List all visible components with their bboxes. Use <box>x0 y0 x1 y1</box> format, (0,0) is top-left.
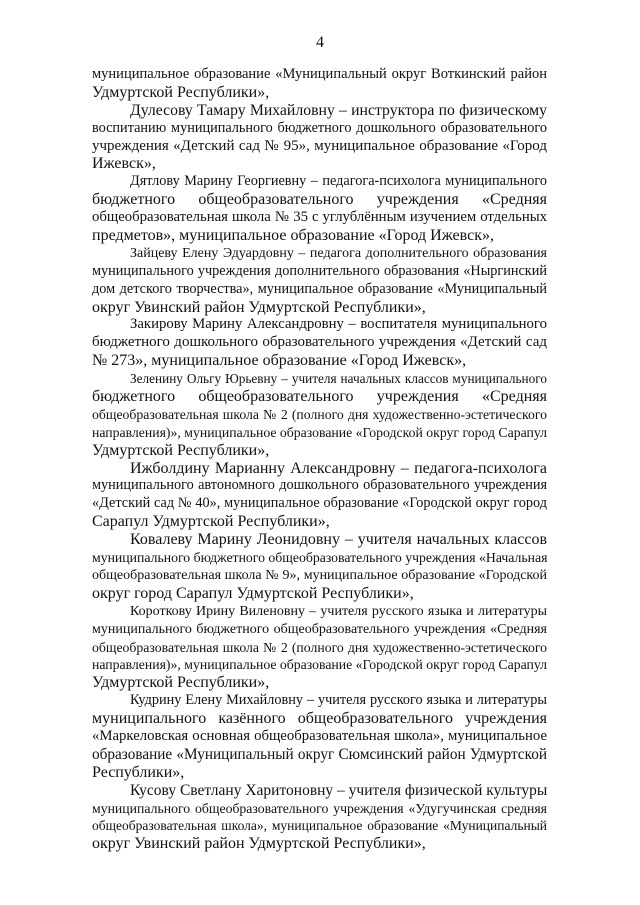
text-line: общеобразовательная школа № 2 (полного дня художественно-эстетического <box>92 639 547 655</box>
text-line: муниципального бюджетного общеобразовательного учреждения «Начальная <box>92 550 548 566</box>
text-line: № 273», муниципальное образование «Город Ижевск», <box>92 352 467 370</box>
paragraph-first-line: Кудрину Елену Михайловну – учителя русского языка и литературы <box>130 692 547 709</box>
text-line: округ город Сарапул Удмуртской Республики», <box>92 584 414 602</box>
paragraph-first-line: Дулесову Тамару Михайловну – инструктора по физическому <box>130 101 547 119</box>
text-line: Сарапул Удмуртской Республики», <box>92 513 330 531</box>
text-line: учреждения «Детский сад № 95», муниципальное образование «Город <box>92 137 547 154</box>
text-line: бюджетного общеобразовательного учреждения «Средняя <box>92 388 547 406</box>
paragraph-first-line: Короткову Ирину Виленовну – учителя русского языка и литературы <box>130 603 547 619</box>
text-line: общеобразовательная школа № 9», муниципальное образование «Городской <box>92 567 547 583</box>
text-line: направления)», муниципальное образование «Городской округ город Сарапул <box>92 657 547 673</box>
paragraph-first-line: Ижболдину Марианну Александровну – педагога-психолога <box>130 459 547 477</box>
text-line: общеобразовательная школа № 2 (полного дня художественно-эстетического <box>92 406 547 422</box>
text-line: Удмуртской Республики», <box>92 441 270 459</box>
text-line: «Маркеловская основная общеобразовательная школа», муниципальное <box>92 727 547 744</box>
paragraph-first-line: Кусову Светлану Харитоновну – учителя физической культуры <box>130 781 548 799</box>
paragraph-first-line: Зеленину Ольгу Юрьевну – учителя начальных классов муниципального <box>130 371 547 387</box>
paragraph-first-line: Закирову Марину Александровну – воспитателя муниципального <box>130 316 547 333</box>
text-line: образование «Муниципальный округ Сюмсинский район Удмуртской <box>92 745 547 763</box>
text-line: округ Увинский район Удмуртской Республики», <box>92 298 426 316</box>
text-line: направления)», муниципальное образование «Городской округ город Сарапул <box>92 424 547 440</box>
text-line: Республики», <box>92 763 185 781</box>
text-line: муниципального казённого общеобразовательного учреждения <box>92 710 547 728</box>
text-line: Удмуртской Республики», <box>92 674 270 692</box>
text-line: воспитанию муниципального бюджетного дошкольного образовательного <box>92 119 547 136</box>
text-line: муниципального автономного дошкольного образовательного учреждения <box>92 477 547 494</box>
body-text <box>92 66 547 853</box>
text-line: бюджетного общеобразовательного учреждения «Средняя <box>92 191 547 209</box>
text-line: муниципального бюджетного общеобразовательного учреждения «Средняя <box>92 621 547 637</box>
paragraph-first-line: Дятлову Марину Георгиевну – педагога-психолога муниципального <box>130 173 547 190</box>
text-line: округ Увинский район Удмуртской Республики», <box>92 835 426 853</box>
paragraph-first-line: Ковалеву Марину Леонидовну – учителя начальных классов <box>130 531 547 549</box>
paragraph-first-line: Зайцеву Елену Эдуардовну – педагога дополнительного образования <box>130 245 547 261</box>
page-number: 4 <box>316 34 324 51</box>
text-line: «Детский сад № 40», муниципальное образование «Городской округ город <box>92 495 547 512</box>
text-line: предметов», муниципальное образование «Город Ижевск», <box>92 227 494 245</box>
text-line: Ижевск», <box>92 155 156 173</box>
text-line: муниципальное образование «Муниципальный округ Воткинский район <box>92 66 547 82</box>
text-line: бюджетного дошкольного образовательного учреждения «Детский сад <box>92 334 547 351</box>
text-line: Удмуртской Республики», <box>92 83 270 101</box>
text-line: муниципального общеобразовательного учреждения «Удугучинская средняя <box>92 800 547 816</box>
text-line: муниципального учреждения дополнительного образования «Ныргинский <box>92 262 547 279</box>
text-line: общеобразовательная школа», муниципальное образование «Муниципальный <box>92 818 547 834</box>
text-line: дом детского творчества», муниципальное образование «Муниципальный <box>92 280 547 297</box>
text-line: общеобразовательная школа № 35 с углублённым изучением отдельных <box>92 209 547 226</box>
